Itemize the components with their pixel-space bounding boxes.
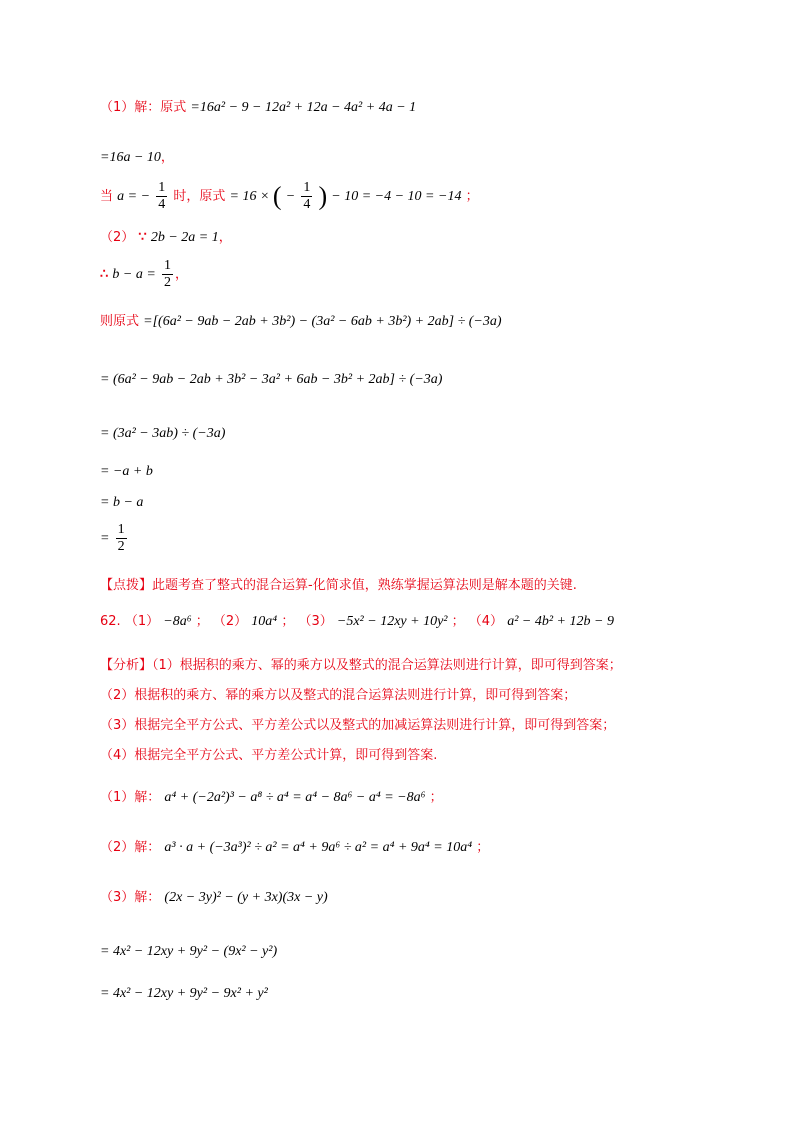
- math-expression: a = −: [117, 189, 151, 204]
- math-expression: 2b − 2a = 1: [150, 230, 219, 245]
- punctuation: ，: [174, 267, 188, 282]
- analysis-line-2: [100, 686, 576, 706]
- line-part2-step1: [100, 370, 442, 390]
- analysis-text: （3）根据完全平方公式、平方差公式以及整式的加减运算法则进行计算，即可得到答案；: [100, 718, 616, 733]
- line-part2-step2: [100, 424, 225, 444]
- original-label: 时，原式: [173, 189, 226, 204]
- math-expression: =16a − 10: [100, 150, 161, 165]
- part2-label: （2）: [100, 230, 135, 245]
- math-expression: = −a + b: [100, 464, 153, 479]
- answer2-label: （2）: [212, 614, 248, 629]
- fraction-denominator: 4: [303, 197, 311, 212]
- fraction-denominator: 2: [117, 539, 125, 554]
- math-expression: b − a =: [112, 267, 156, 282]
- answer2-math: 10a⁴: [251, 614, 278, 629]
- math-expression: a³ · a + (−3a³)² ÷ a² = a⁴ + 9a⁶ ÷ a² = a⁴ + 9a⁴ = 10a⁴: [164, 840, 473, 855]
- original-label: 则原式: [100, 314, 140, 329]
- line-part1-original: [100, 98, 416, 118]
- answer1-label: （1）: [124, 614, 160, 629]
- paren-close: ): [318, 181, 328, 211]
- punctuation: ；: [429, 790, 443, 805]
- fraction-numerator: 1: [158, 180, 166, 195]
- part1-label: （1）解：原式: [100, 100, 187, 115]
- line-part1-substitute: [100, 180, 479, 216]
- punctuation: ；: [465, 189, 479, 204]
- line-part2-given: [100, 228, 232, 248]
- comment-text: 【点拨】此题考查了整式的混合运算-化简求值，熟练掌握运算法则是解本题的关键.: [100, 578, 577, 593]
- analysis-line-1: [100, 656, 622, 676]
- line-part2-original: [100, 312, 502, 332]
- math-expression: =: [100, 531, 110, 546]
- question-number: 62.: [100, 614, 121, 629]
- math-expression: =16a² − 9 − 12a² + 12a − 4a² + 4a − 1: [190, 100, 417, 115]
- fraction-numerator: 1: [117, 522, 125, 537]
- punctuation: ，: [160, 150, 174, 165]
- answer3-label: （3）: [298, 614, 333, 629]
- line-part1-result: [100, 148, 174, 168]
- solution-2: [100, 838, 489, 858]
- solution-3-step1: [100, 942, 277, 962]
- math-minus: −: [285, 189, 296, 204]
- line-part2-result: [100, 522, 129, 562]
- fraction-numerator: 1: [303, 180, 311, 195]
- answer4-label: （4）: [468, 614, 504, 629]
- because-symbol: ∵: [138, 230, 147, 245]
- solution1-label: （1）解：: [100, 790, 161, 805]
- analysis-line-4: [100, 746, 437, 766]
- fraction-denominator: 2: [163, 275, 171, 290]
- solution3-label: （3）解：: [100, 890, 161, 905]
- analysis-text: 【分析】（1）根据积的乘方、幂的乘方以及整式的混合运算法则进行计算，即可得到答案；: [100, 658, 622, 673]
- fraction-denominator: 4: [158, 197, 166, 212]
- fraction: [116, 522, 127, 555]
- paren-open: (: [272, 181, 282, 211]
- separator: ；: [451, 614, 465, 629]
- fraction: [162, 258, 173, 291]
- line-part2-step3: [100, 462, 153, 482]
- punctuation: ，: [218, 230, 232, 245]
- line-part2-therefore: [100, 258, 188, 294]
- separator: ；: [281, 614, 295, 629]
- math-expression: = 16 ×: [229, 189, 273, 204]
- therefore-symbol: ∴: [100, 267, 109, 282]
- separator: ；: [195, 614, 209, 629]
- analysis-text: （4）根据完全平方公式、平方差公式计算，即可得到答案.: [100, 748, 438, 763]
- analysis-line-3: [100, 716, 615, 736]
- punctuation: ；: [476, 840, 490, 855]
- fraction: [301, 180, 312, 213]
- math-expression: =[(6a² − 9ab − 2ab + 3b²) − (3a² − 6ab + 3b²) + 2ab] ÷ (−3a): [143, 314, 502, 329]
- solution-3-step2: [100, 984, 268, 1004]
- fraction-numerator: 1: [163, 258, 171, 273]
- answer1-math: −8a⁶: [163, 614, 192, 629]
- fraction: [156, 180, 167, 213]
- math-expression: = 4x² − 12xy + 9y² − (9x² − y²): [100, 944, 278, 959]
- math-expression: = 4x² − 12xy + 9y² − 9x² + y²: [100, 986, 268, 1001]
- math-expression: a⁴ + (−2a²)³ − a⁸ ÷ a⁴ = a⁴ − 8a⁶ − a⁴ = −8a⁶: [164, 790, 426, 805]
- math-expression: = (6a² − 9ab − 2ab + 3b² − 3a² + 6ab − 3b² + 2ab] ÷ (−3a): [100, 372, 443, 387]
- line-part2-step4: [100, 493, 143, 513]
- answer4-math: a² − 4b² + 12b − 9: [507, 614, 614, 629]
- math-expression: = (3a² − 3ab) ÷ (−3a): [100, 426, 226, 441]
- math-expression: − 10 = −4 − 10 = −14: [331, 189, 462, 204]
- solution-3: [100, 888, 328, 908]
- analysis-text: （2）根据积的乘方、幂的乘方以及整式的混合运算法则进行计算，即可得到答案；: [100, 688, 577, 703]
- when-label: 当: [100, 189, 114, 204]
- math-expression: = b − a: [100, 495, 144, 510]
- answer3-math: −5x² − 12xy + 10y²: [336, 614, 448, 629]
- comment-line: [100, 576, 577, 596]
- solution-1: [100, 788, 443, 808]
- solution2-label: （2）解：: [100, 840, 161, 855]
- q62-answers: [100, 612, 614, 632]
- math-expression: (2x − 3y)² − (y + 3x)(3x − y): [164, 890, 328, 905]
